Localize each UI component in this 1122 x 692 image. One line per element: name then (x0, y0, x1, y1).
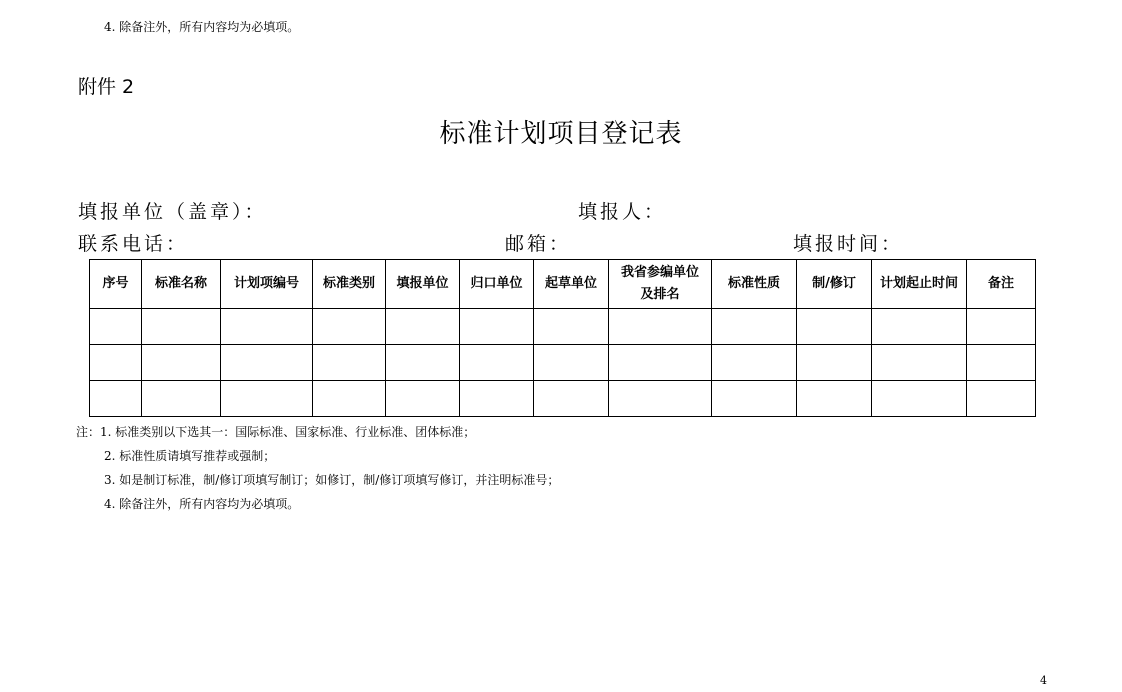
table-cell[interactable] (872, 345, 967, 381)
table-cell[interactable] (712, 381, 797, 417)
table-row (90, 381, 1036, 417)
table-cell[interactable] (534, 309, 609, 345)
table-cell[interactable] (872, 381, 967, 417)
note-item-3: 3. 如是制订标准，制/修订项填写制订；如修订，制/修订项填写修订，并注明标准号； (104, 473, 560, 487)
header-cell: 计划项编号 (221, 260, 313, 309)
table-cell[interactable] (534, 345, 609, 381)
note-item-2: 2. 标准性质请填写推荐或强制； (104, 449, 276, 463)
table-cell[interactable] (313, 381, 386, 417)
header-cell: 我省参编单位及排名 (609, 260, 712, 309)
table-cell[interactable] (609, 309, 712, 345)
field-label-fill-time: 填报时间： (793, 233, 904, 255)
table-cell[interactable] (313, 345, 386, 381)
table-row (90, 345, 1036, 381)
table-cell[interactable] (534, 381, 609, 417)
table-header-row (90, 260, 1036, 309)
header-cell: 制/修订 (797, 260, 872, 309)
header-cell: 归口单位 (460, 260, 534, 309)
table-cell[interactable] (712, 309, 797, 345)
table-cell[interactable] (609, 345, 712, 381)
table-cell[interactable] (386, 381, 460, 417)
registration-table (89, 259, 1036, 417)
table-cell[interactable] (221, 309, 313, 345)
table-cell[interactable] (313, 309, 386, 345)
table-cell[interactable] (142, 345, 221, 381)
header-cell: 序号 (90, 260, 142, 309)
table-cell[interactable] (797, 381, 872, 417)
field-label-unit: 填报单位（盖章）： (78, 201, 267, 223)
page-number: 4 (1040, 674, 1047, 687)
table-row (90, 309, 1036, 345)
table-cell[interactable] (460, 345, 534, 381)
table-cell[interactable] (797, 309, 872, 345)
table-cell[interactable] (967, 381, 1036, 417)
header-cell: 标准类别 (313, 260, 386, 309)
header-cell: 填报单位 (386, 260, 460, 309)
table-cell[interactable] (797, 345, 872, 381)
form-title: 标准计划项目登记表 (439, 119, 683, 149)
table-cell[interactable] (142, 381, 221, 417)
table-cell[interactable] (460, 309, 534, 345)
table-cell[interactable] (967, 345, 1036, 381)
header-cell: 备注 (967, 260, 1036, 309)
header-cell: 标准名称 (142, 260, 221, 309)
table-cell[interactable] (386, 345, 460, 381)
previous-page-note: 4. 除备注外，所有内容均为必填项。 (104, 20, 300, 34)
table-cell[interactable] (90, 381, 142, 417)
table-cell[interactable] (386, 309, 460, 345)
table-cell[interactable] (221, 381, 313, 417)
field-label-email: 邮箱： (505, 233, 572, 255)
header-cell: 起草单位 (534, 260, 609, 309)
table-cell[interactable] (142, 309, 221, 345)
table-cell[interactable] (90, 309, 142, 345)
note-item-1: 注：1. 标准类别以下选其一：国际标准、国家标准、行业标准、团体标准； (76, 425, 476, 439)
table-cell[interactable] (221, 345, 313, 381)
table-cell[interactable] (460, 381, 534, 417)
header-cell: 计划起止时间 (872, 260, 967, 309)
note-item-4: 4. 除备注外，所有内容均为必填项。 (104, 497, 300, 511)
table-cell[interactable] (609, 381, 712, 417)
table-cell[interactable] (90, 345, 142, 381)
field-label-filler: 填报人： (578, 201, 667, 223)
header-cell: 标准性质 (712, 260, 797, 309)
table-cell[interactable] (712, 345, 797, 381)
table-cell[interactable] (872, 309, 967, 345)
field-label-phone: 联系电话： (78, 233, 189, 255)
attachment-label: 附件 2 (78, 76, 135, 98)
table-cell[interactable] (967, 309, 1036, 345)
